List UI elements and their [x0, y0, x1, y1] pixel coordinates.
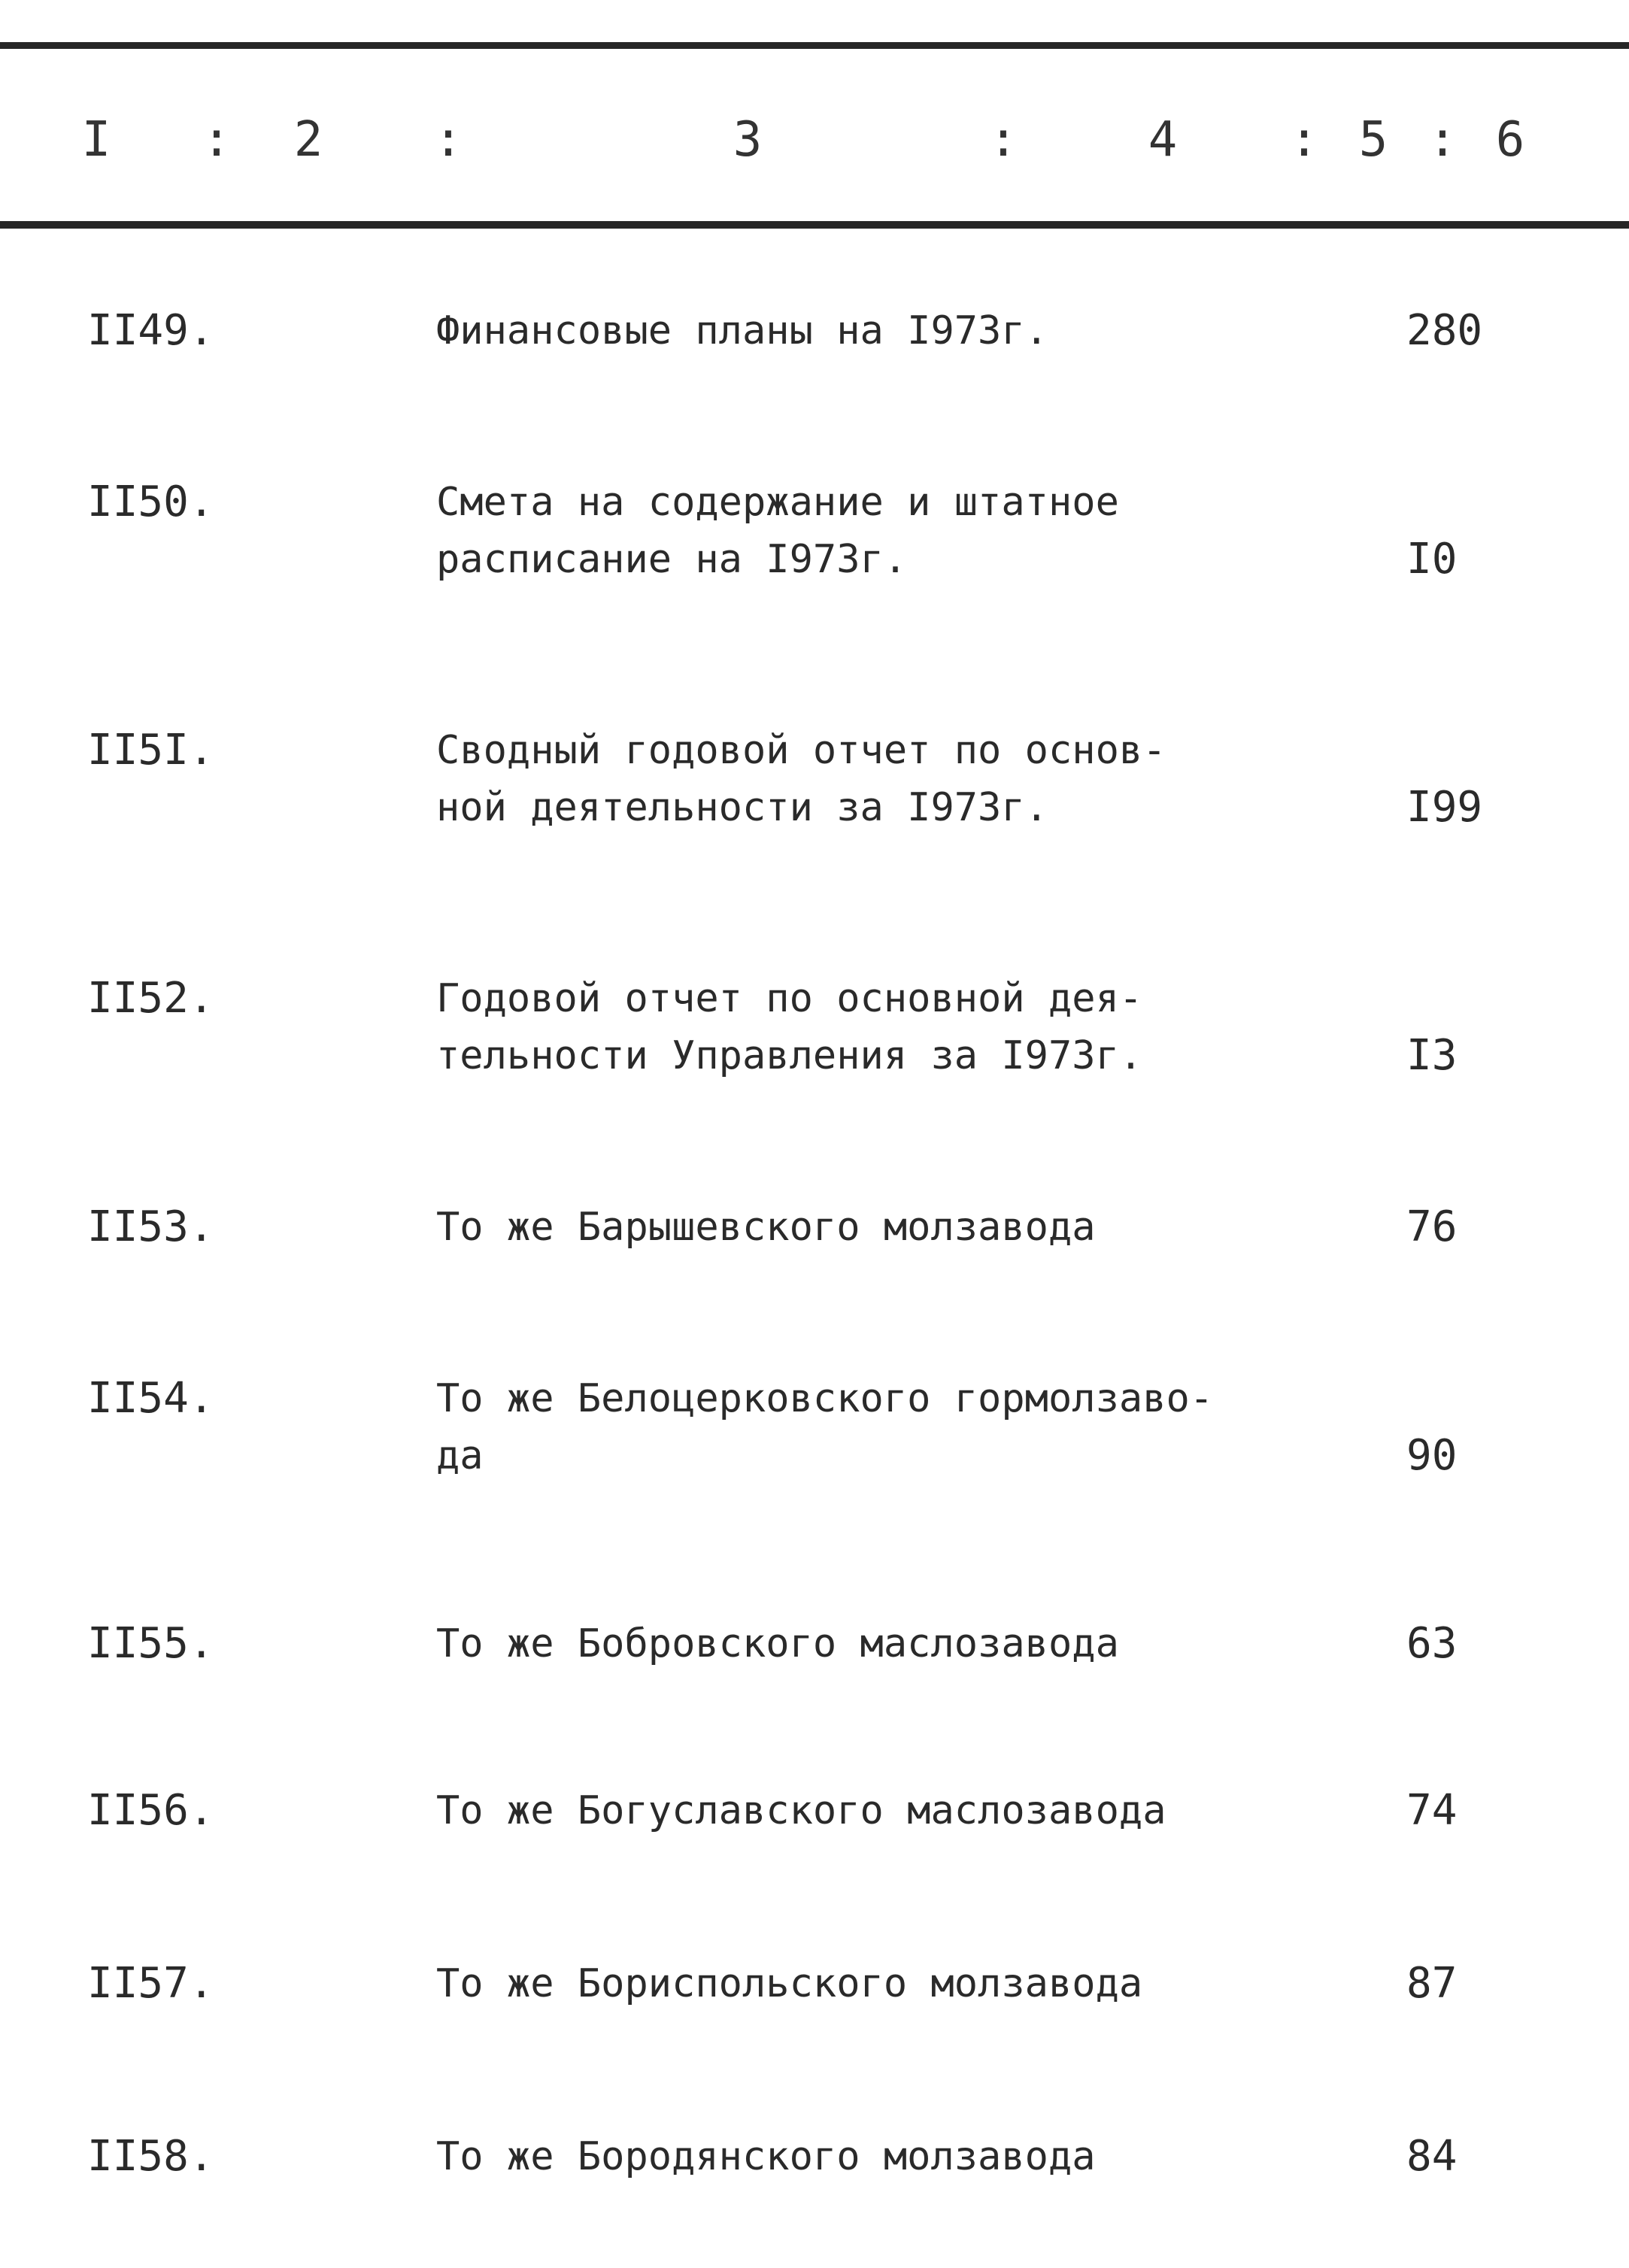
item-sheet-count: I99 — [1406, 783, 1483, 832]
item-number: II57. — [87, 1959, 214, 2008]
item-number: II49. — [87, 306, 214, 355]
item-sheet-count: I3 — [1406, 1031, 1458, 1080]
item-title: То же Богуславского маслозавода — [436, 1788, 1166, 1833]
item-number: II50. — [87, 478, 214, 526]
column-1-number: I — [81, 112, 111, 168]
column-separator: : — [988, 112, 1018, 168]
item-title: То же Белоцерковского гормолзаво- да — [436, 1376, 1214, 1478]
item-number: II53. — [87, 1202, 214, 1251]
item-number: II52. — [87, 974, 214, 1023]
top-rule — [0, 42, 1629, 49]
item-title: То же Бобровского маслозавода — [436, 1621, 1119, 1666]
item-number: II56. — [87, 1786, 214, 1835]
item-title: Годовой отчет по основной дея- тельности Управления за I973г. — [436, 976, 1143, 1078]
item-sheet-count: 76 — [1406, 1202, 1458, 1251]
item-sheet-count: I0 — [1406, 535, 1458, 584]
item-number: II55. — [87, 1619, 214, 1668]
item-number: II5I. — [87, 726, 214, 775]
column-6-number: 6 — [1495, 112, 1525, 168]
column-separator: : — [1427, 112, 1458, 168]
item-sheet-count: 63 — [1406, 1619, 1458, 1668]
item-title: То же Барышевского молзавода — [436, 1205, 1096, 1250]
column-3-number: 3 — [733, 112, 763, 168]
item-title: Смета на содержание и штатное расписание на I973г. — [436, 480, 1119, 582]
item-title: То же Бородянского молзавода — [436, 2134, 1096, 2179]
column-separator: : — [433, 112, 463, 168]
item-title: Финансовые планы на I973г. — [436, 308, 1048, 353]
item-title: То же Бориспольского молзавода — [436, 1961, 1143, 2006]
item-sheet-count: 280 — [1406, 306, 1483, 355]
header-rule — [0, 221, 1629, 229]
item-sheet-count: 74 — [1406, 1786, 1458, 1835]
item-number: II58. — [87, 2132, 214, 2181]
column-separator: : — [202, 112, 232, 168]
item-sheet-count: 87 — [1406, 1959, 1458, 2008]
item-title: Сводный годовой отчет по основ- ной деятельности за I973г. — [436, 728, 1166, 830]
column-2-number: 2 — [293, 112, 323, 168]
column-5-number: 5 — [1358, 112, 1388, 168]
column-4-number: 4 — [1148, 112, 1178, 168]
item-sheet-count: 84 — [1406, 2132, 1458, 2181]
column-separator: : — [1289, 112, 1319, 168]
item-number: II54. — [87, 1374, 214, 1423]
item-sheet-count: 90 — [1406, 1431, 1458, 1480]
